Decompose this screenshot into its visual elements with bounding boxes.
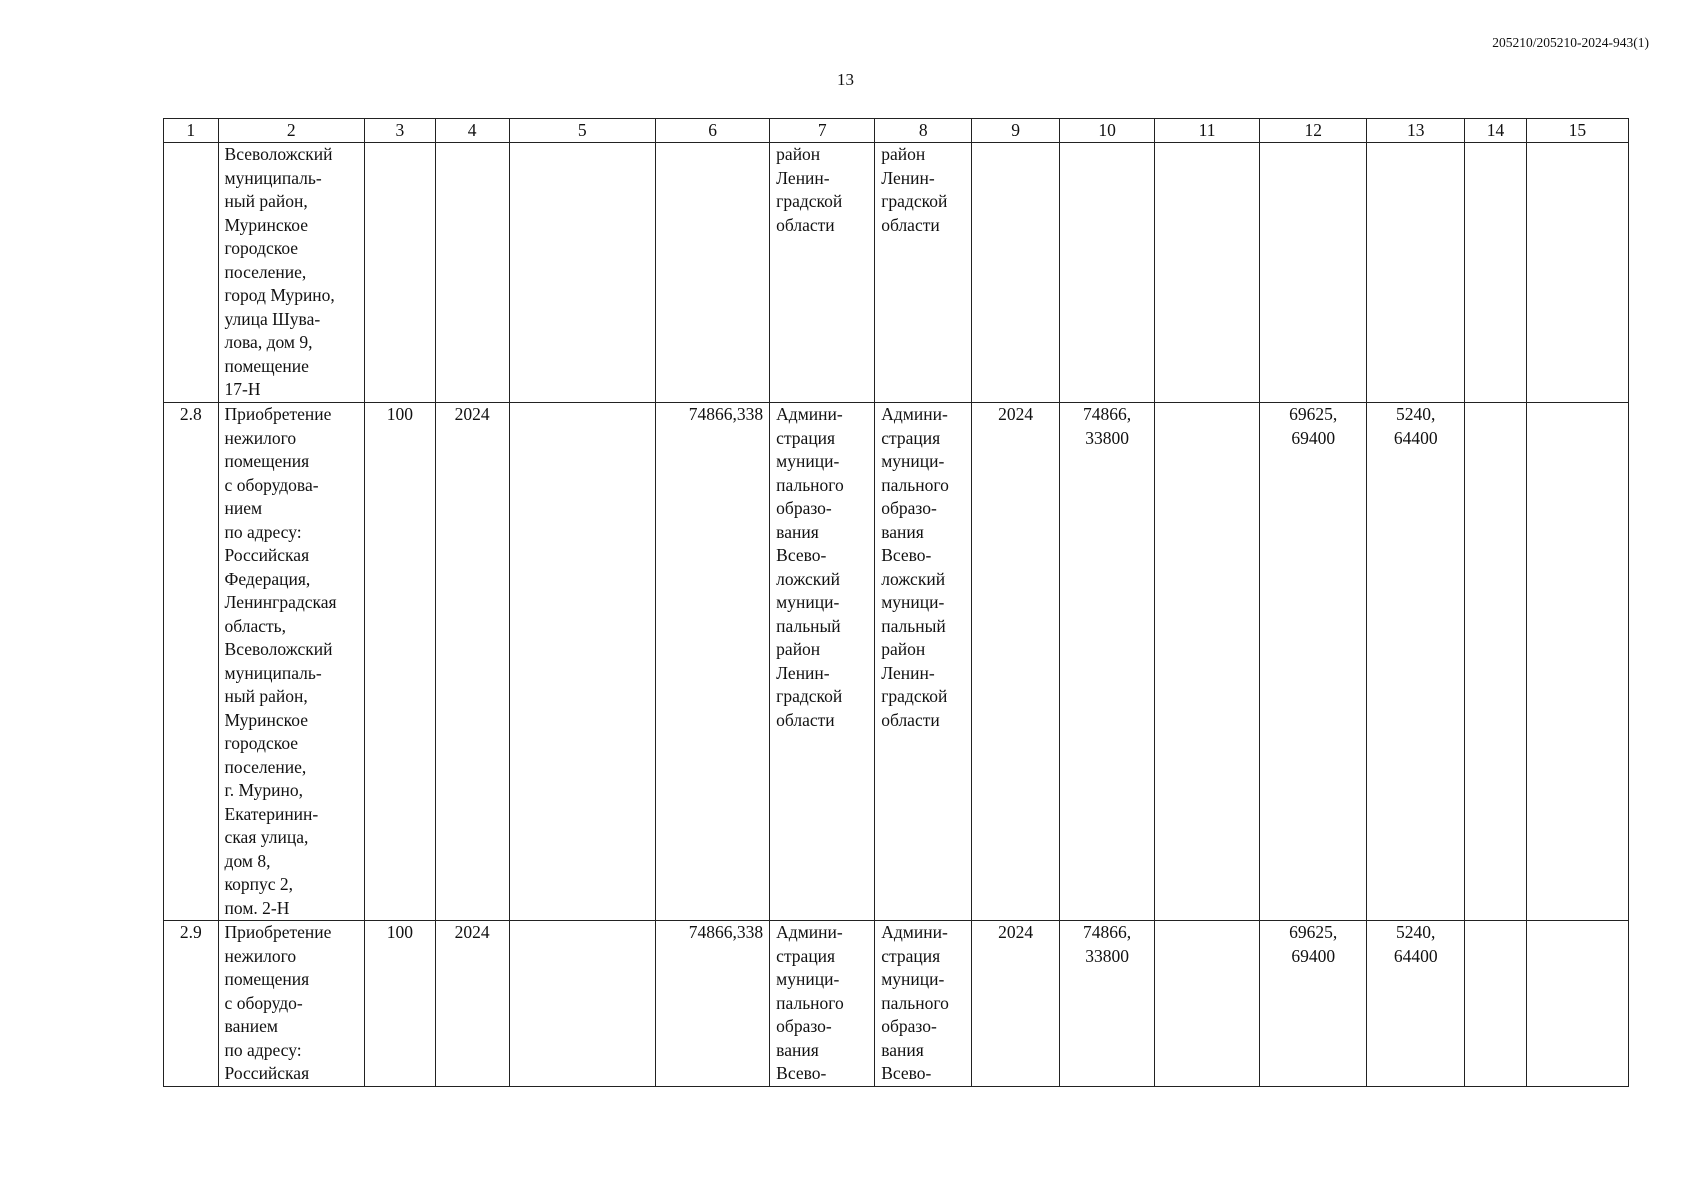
cell-amount: 74866, 33800 [1083, 404, 1132, 448]
cell-year: 2024 [998, 922, 1034, 942]
table-row [164, 143, 1629, 403]
cell-value: 100 [386, 922, 414, 942]
document-id: 205210/205210-2024-943(1) [1492, 35, 1649, 50]
column-header: 9 [972, 119, 1060, 143]
cell-number: 2.8 [179, 404, 202, 424]
column-header: 2 [218, 119, 365, 143]
column-header: 4 [435, 119, 509, 143]
column-header: 15 [1526, 119, 1628, 143]
cell-description: Приобретение нежилого помещения с оборудова- нием по адресу: Российская Федерация, Ленинградская область, Всеволожский муниципаль- ный район, Муринское городское поселение, г. Мурино, Екатеринин- ская улица, дом 8, корпус 2, пом. 2-Н [224, 404, 337, 918]
page-number: 13 [837, 70, 854, 89]
cell-organization: Админи- страция муници- пального образо- вания Всево- ложский муници- пальный район Ленин- градской области [881, 404, 949, 730]
column-header: 11 [1155, 119, 1260, 143]
cell-amount: 5240, 64400 [1393, 922, 1438, 966]
cell-organization: район Ленин- градской области [881, 144, 948, 235]
column-header: 1 [164, 119, 219, 143]
column-header: 14 [1465, 119, 1527, 143]
header-row [164, 119, 1629, 143]
column-header: 12 [1260, 119, 1367, 143]
column-header: 5 [509, 119, 656, 143]
cell-organization: Админи- страция муници- пального образо- вания Всево- [881, 922, 949, 1083]
cell-organization: Админи- страция муници- пального образо- вания Всево- [776, 922, 844, 1083]
column-header: 13 [1367, 119, 1465, 143]
cell-year: 2024 [998, 404, 1034, 424]
cell-year: 2024 [454, 922, 490, 942]
column-header: 10 [1060, 119, 1155, 143]
cell-amount: 5240, 64400 [1393, 404, 1438, 448]
table-row [164, 921, 1629, 1087]
cell-value: 100 [386, 404, 414, 424]
cell-year: 2024 [454, 404, 490, 424]
cell-description: Всеволожский муниципаль- ный район, Муринское городское поселение, город Мурино, улица Шува- лова, дом 9, помещение 17-Н [224, 144, 335, 399]
cell-amount: 74866,338 [688, 922, 764, 942]
column-header: 7 [770, 119, 875, 143]
cell-organization: Админи- страция муници- пального образо- вания Всево- ложский муници- пальный район Ленин- градской области [776, 404, 844, 730]
cell-description: Приобретение нежилого помещения с оборудо- ванием по адресу: Российская [224, 922, 332, 1083]
cell-organization: район Ленин- градской области [776, 144, 843, 235]
cell-number: 2.9 [179, 922, 202, 942]
column-header: 8 [875, 119, 972, 143]
cell-amount: 69625, 69400 [1289, 404, 1338, 448]
cell-amount: 69625, 69400 [1289, 922, 1338, 966]
cell-amount: 74866,338 [688, 404, 764, 424]
column-header: 6 [656, 119, 770, 143]
cell-amount: 74866, 33800 [1083, 922, 1132, 966]
data-table [163, 118, 1629, 1087]
table-row [164, 403, 1629, 921]
column-header: 3 [365, 119, 436, 143]
